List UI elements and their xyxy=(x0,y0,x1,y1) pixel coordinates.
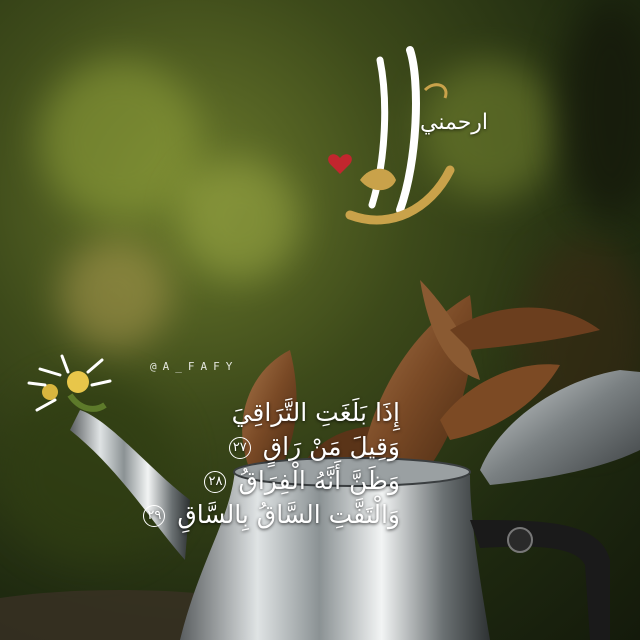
handle-screw xyxy=(508,528,532,552)
verse-number: ٢٧ xyxy=(229,437,251,459)
verse-number: ٢٨ xyxy=(204,471,226,493)
daisy-flower xyxy=(29,356,110,410)
verse-line: إِذَا بَلَغَتِ التَّرَاقِيَ xyxy=(231,398,400,427)
verse-number: ٢٩ xyxy=(143,505,165,527)
author-signature: @A_FAFY xyxy=(150,360,239,373)
verse-line: وَقِيلَ مَنْ رَاقٍ ٢٧ xyxy=(140,430,400,464)
dry-leaf xyxy=(450,308,600,351)
verse-line: وَالْتَفَّتِ السَّاقُ بِالسَّاقِ ٢٩ xyxy=(140,498,400,532)
title-word: ارحمني xyxy=(420,110,489,135)
teapot-handle xyxy=(470,520,610,640)
heart-icon xyxy=(328,154,352,174)
verse-line: وَظَنَّ أَنَّهُ الْفِرَاقُ ٢٨ xyxy=(140,464,400,498)
